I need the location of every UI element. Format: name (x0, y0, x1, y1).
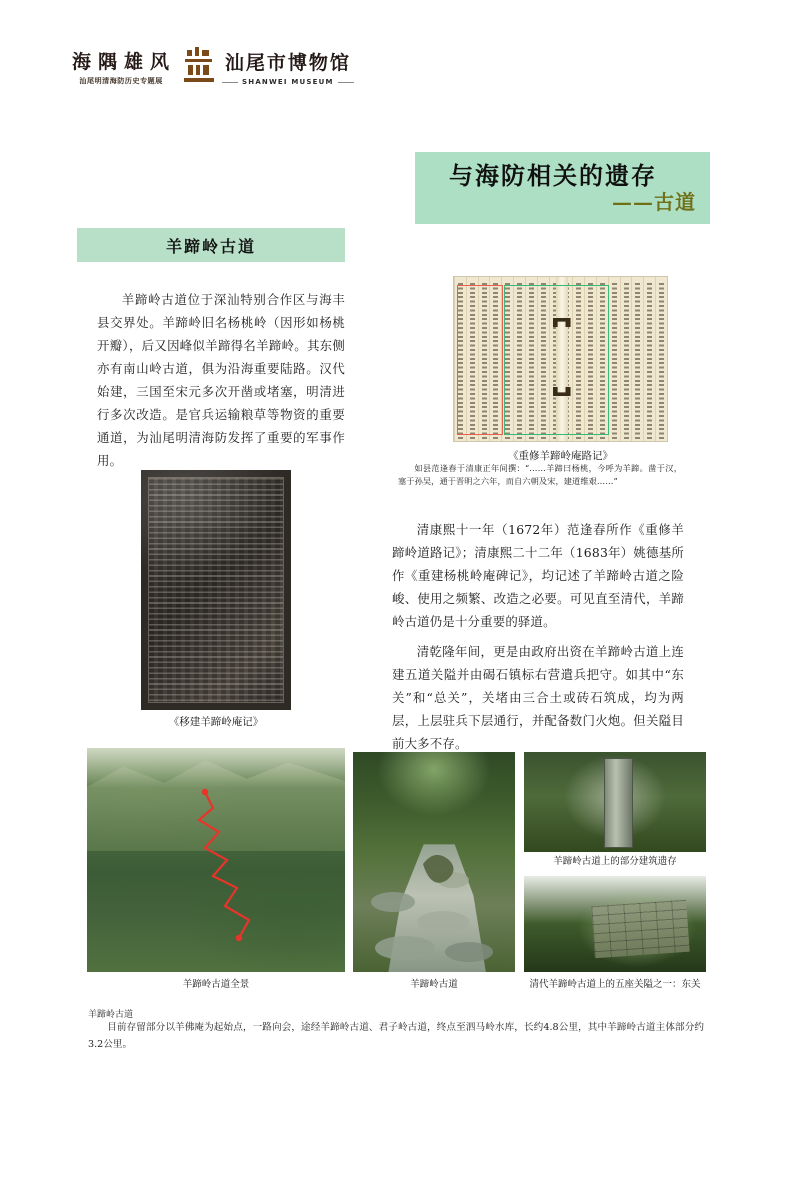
stele-caption: 《移建羊蹄岭庵记》 (168, 716, 264, 728)
photo-east-pass (524, 876, 706, 972)
stone-pillar (604, 758, 633, 848)
museum-name-en: SHANWEI MUSEUM (242, 78, 334, 86)
book-column (620, 277, 632, 441)
museum-name: 汕尾市博物馆 (224, 52, 351, 75)
left-body-paragraph: 羊蹄岭古道位于深汕特别合作区与海丰县交界处。羊蹄岭旧名杨桃岭（因形如杨桃开瓣），后又因峰似羊蹄得名羊蹄岭。其东侧亦有南山岭古道，俱为沿海重要陆路。汉代始建，三国至宋元多次开凿或堵塞，明清进行多次改造。是官兵运输粮草等物资的重要通道，为汕尾明清海防发挥了重要的军事作用。 (97, 292, 345, 468)
photo-caption: 羊蹄岭古道 (410, 979, 458, 990)
right-body-paragraph-1: 清康熙十一年（1672年）范逢春所作《重修羊蹄岭道路记》；清康熙二十二年（1683年）姚德基所作《重建杨桃岭庵碑记》，均记述了羊蹄岭古道之险峻、使用之频繁、改造之必要。可见直至清代，羊蹄岭古道仍是十分重要的驿道。 (392, 522, 684, 629)
logo-rule-right (338, 82, 354, 83)
footer-text: 目前存留部分以羊佛庵为起始点，一路向会，途经羊蹄岭古道、君子岭古道，终点至泗马岭水库，长约4.8公里，其中羊蹄岭古道主体部分约3.2公里。 (88, 1022, 704, 1050)
photo-caption: 清代羊蹄岭古道上的五座关隘之一：东关 (529, 979, 701, 990)
stele-highlight (141, 470, 291, 710)
section-heading-banner (77, 228, 345, 262)
museum-seal-icon (184, 47, 214, 85)
photo-ancient-road (353, 752, 515, 972)
footer-title: 羊蹄岭古道 (88, 1010, 134, 1020)
page-title: 与海防相关的遗存 (449, 160, 657, 190)
logo-exhibition-title-group (66, 53, 176, 86)
logo-rule-left (222, 82, 238, 83)
book-column (655, 277, 667, 441)
rocks-overlay-icon (353, 752, 515, 972)
book-column (643, 277, 655, 441)
stele-rubbing-image (141, 470, 291, 710)
page-subtitle: ——古道 (612, 190, 696, 215)
book-scan-note: 如县范逢春于清康正年间撰：“……羊蹄曰杨桃，今呼为羊蹄。凿于汉，塞于孙吴，通于晋明之六年，而自六朝及宋，建道维艰……” (398, 463, 682, 486)
exhibition-subtitle: 汕尾明清海防历史专题展 (79, 76, 163, 85)
museum-name-en-row (222, 78, 354, 86)
book-column (631, 277, 643, 441)
book-scan-caption: 《重修羊蹄岭庵路记》 (508, 450, 613, 462)
annotation-box-red (457, 285, 503, 435)
pass-brick-wall (591, 900, 689, 958)
main-title-banner (415, 152, 710, 224)
logo-museum-name-group (222, 54, 354, 86)
right-body-paragraph-2: 清乾隆年间，更是由政府出资在羊蹄岭古道上连建五道关隘并由碣石镇标右营遣兵把守。如其中“东关”和“总关”，关堵由三合土或砖石筑成，均为两层，上层驻兵下层通行，并配备数门火炮。但关隘目前大多不存。 (392, 644, 684, 751)
photo-caption: 羊蹄岭古道全景 (182, 979, 250, 990)
section-heading: 羊蹄岭古道 (165, 236, 256, 256)
book-scan-image (453, 276, 668, 442)
photo-caption: 羊蹄岭古道上的部分建筑遗存 (553, 856, 677, 867)
museum-logo (66, 47, 354, 86)
annotation-box-green (504, 285, 609, 435)
book-column (608, 277, 620, 441)
photo-building-remains (524, 752, 706, 852)
route-overlay-icon (87, 748, 345, 972)
photo-ancient-road-panorama (87, 748, 345, 972)
exhibition-title: 海隅雄风 (72, 51, 177, 74)
